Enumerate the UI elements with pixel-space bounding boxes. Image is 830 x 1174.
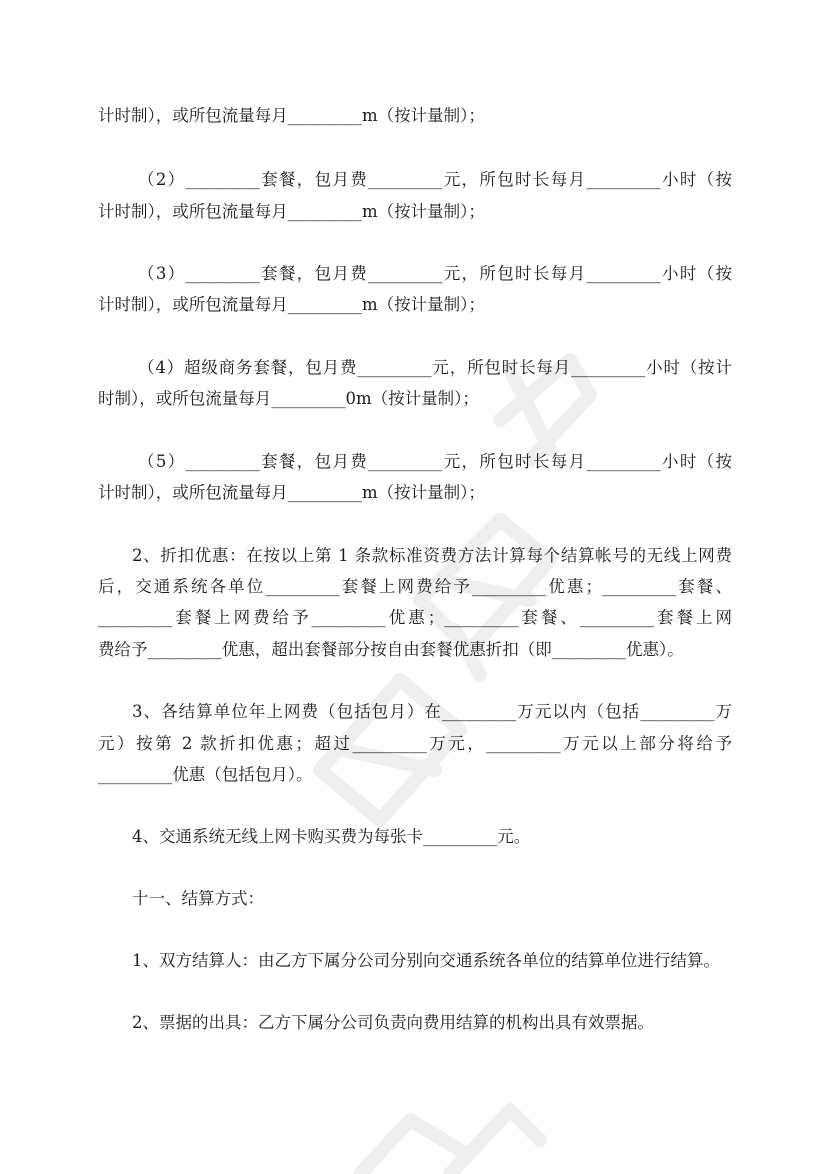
paragraph-line: _________优惠（包括包月）。 <box>98 765 313 784</box>
paragraph-line: 时制），或所包流量每月_________0m（按计量制）； <box>98 389 479 408</box>
paragraph-line: （2）_________套餐，包月费_________元，所包时长每月_________小时（按 <box>138 170 732 189</box>
paragraph-line: （3）_________套餐，包月费_________元，所包时长每月_________小时（按 <box>138 264 732 283</box>
paragraph-line: 2、折扣优惠：在按以上第 1 条款标准资费方法计算每个结算帐号的无线上网费 <box>132 546 732 565</box>
paragraph-line: 元）按第 2 款折扣优惠；超过_________万元，_________万元以上部分将给予 <box>98 734 732 753</box>
paragraph-line: 3、各结算单位年上网费（包括包月）在_________万元以内（包括_________万 <box>132 702 732 721</box>
paragraph-line: 费给予_________优惠，超出套餐部分按自由套餐优惠折扣（即_________优惠）。 <box>98 640 684 659</box>
paragraph-line: 计时制），或所包流量每月_________m（按计量制）； <box>98 106 485 125</box>
paragraph-line: 计时制），或所包流量每月_________m（按计量制）； <box>98 295 485 314</box>
paragraph-line: （4）超级商务套餐，包月费_________元，所包时长每月_________小时（按计 <box>138 358 732 377</box>
paragraph-line: _________套餐上网费给予_________优惠；_________套餐、_________套餐上网 <box>98 608 732 627</box>
paragraph-line: 1、双方结算人：由乙方下属分公司分别向交通系统各单位的结算单位进行结算。 <box>132 951 720 970</box>
paragraph-line: （5）_________套餐，包月费_________元，所包时长每月_________小时（按 <box>138 452 732 471</box>
paragraph-line: 2、票据的出具：乙方下属分公司负责向费用结算的机构出具有效票据。 <box>132 1013 654 1032</box>
watermark-icon <box>330 1080 550 1174</box>
paragraph-line: 计时制），或所包流量每月_________m（按计量制）； <box>98 483 485 502</box>
paragraph-line: 计时制），或所包流量每月_________m（按计量制）； <box>98 202 485 221</box>
paragraph-line: 后，交通系统各单位_________套餐上网费给予_________优惠；_________套餐、 <box>98 577 732 596</box>
section-heading: 十一、结算方式： <box>132 889 264 908</box>
paragraph-line: 4、交通系统无线上网卡购买费为每张卡_________元。 <box>132 827 531 846</box>
